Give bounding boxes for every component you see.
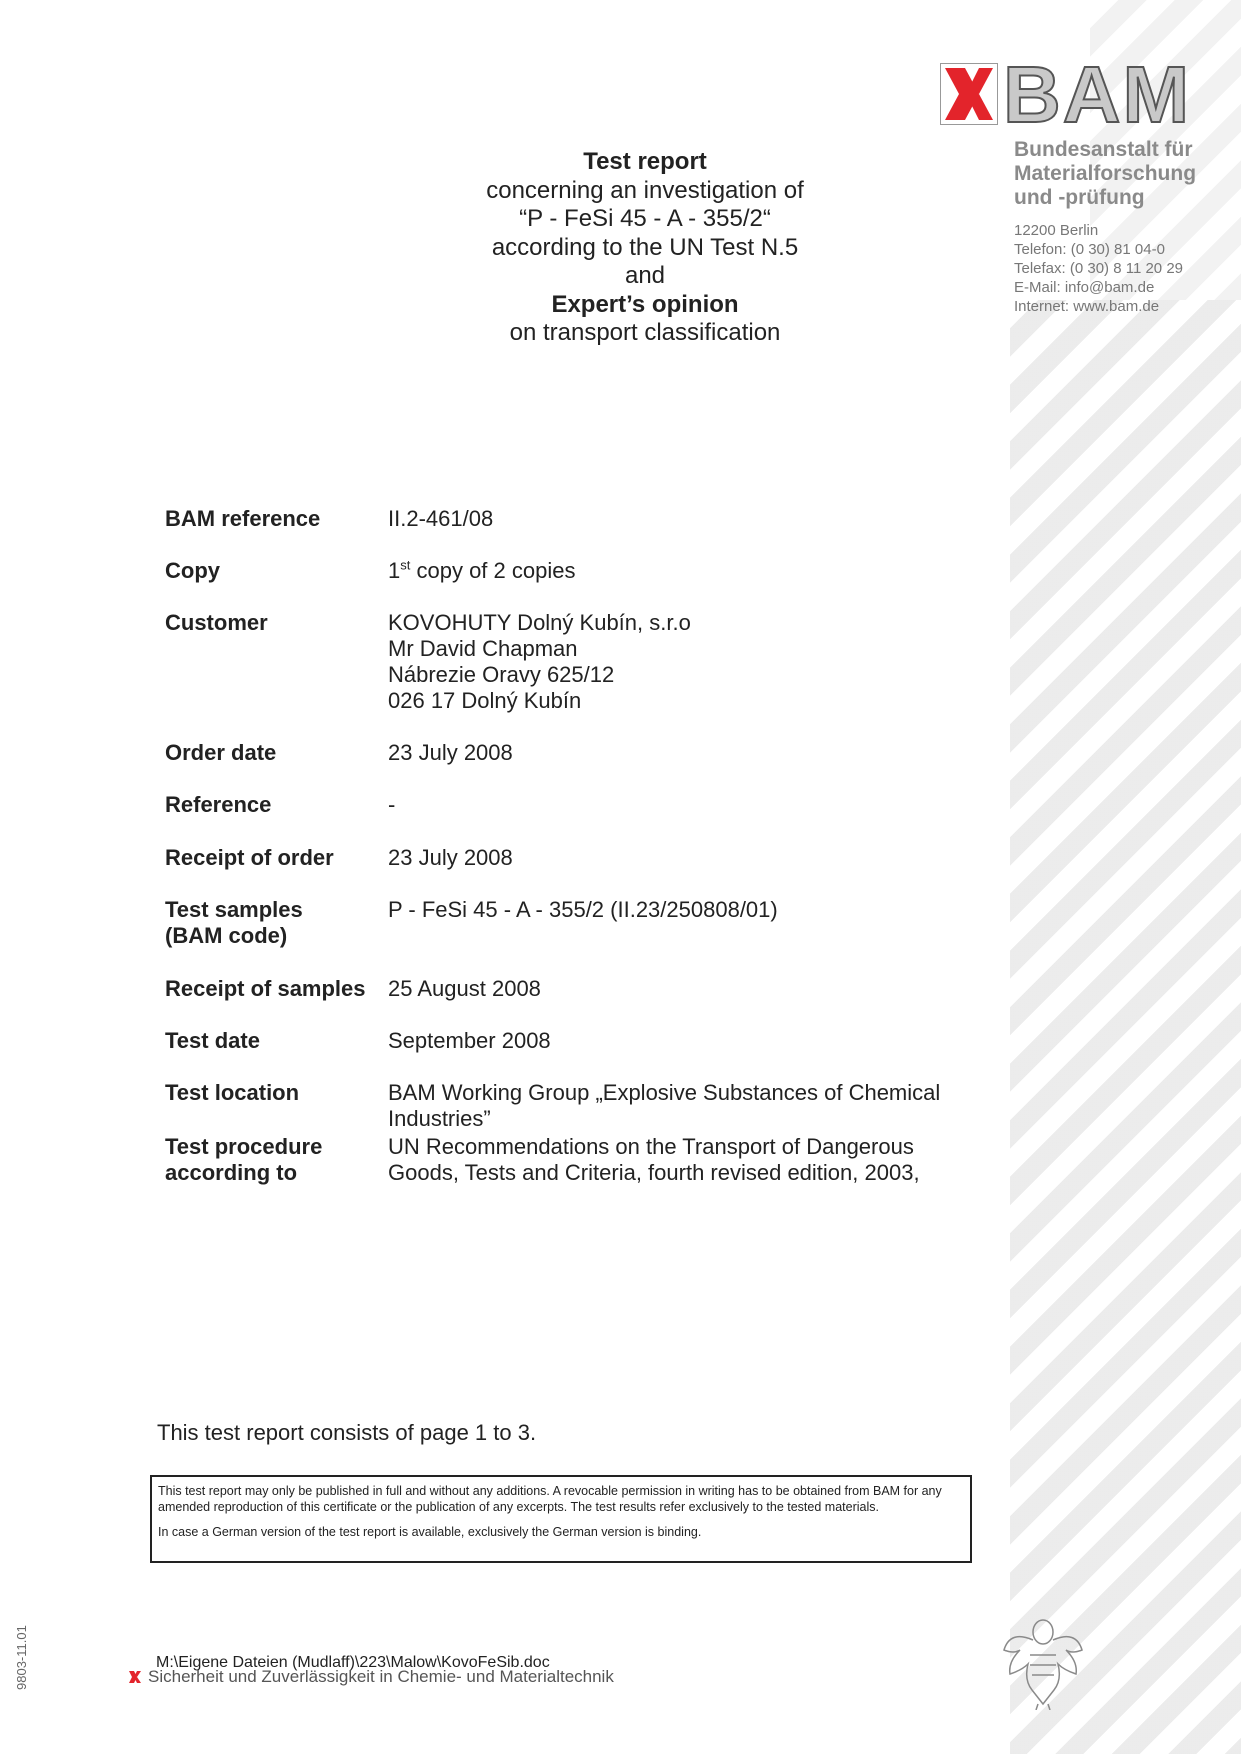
- test-procedure-line-1: UN Recommendations on the Transport of Dangerous: [388, 1134, 914, 1159]
- bam-logo-mark-icon: [940, 63, 998, 125]
- field-label: Test date: [165, 1028, 260, 1053]
- page-count-note: This test report consists of page 1 to 3.: [157, 1420, 537, 1445]
- contact-email: E-Mail: info@bam.de: [1014, 279, 1155, 296]
- disclaimer-box: [150, 1475, 972, 1563]
- field-value: P - FeSi 45 - A - 355/2 (II.23/250808/01): [388, 897, 778, 922]
- field-value: [388, 610, 1008, 714]
- field-value: -: [388, 792, 396, 817]
- field-value: [388, 558, 1008, 584]
- field-label: [165, 897, 390, 949]
- bam-logo-text: BAM: [1003, 50, 1192, 139]
- test-procedure-label-1: Test procedure: [165, 1134, 323, 1159]
- test-samples-label-2: (BAM code): [165, 923, 288, 948]
- bam-small-logo-icon: [128, 1670, 142, 1684]
- institution-line-1: Bundesanstalt für: [1014, 138, 1193, 161]
- field-value: II.2-461/08: [388, 506, 494, 531]
- file-path: M:\Eigene Dateien (Mudlaff)\223\Malow\KovoFeSib.doc: [156, 1654, 550, 1671]
- footer-motto: Sicherheit und Zuverlässigkeit in Chemie- und Materialtechnik: [148, 1667, 614, 1686]
- title-line-6: Expert’s opinion: [551, 290, 739, 318]
- test-location-line-2: Industries”: [388, 1106, 491, 1131]
- copy-number: 1: [388, 558, 401, 583]
- field-label: Copy: [165, 558, 220, 583]
- federal-eagle-icon: [1000, 1610, 1086, 1710]
- field-label: BAM reference: [165, 506, 321, 531]
- field-value: September 2008: [388, 1028, 551, 1053]
- institution-line-2: Materialforschung: [1014, 162, 1197, 185]
- customer-line-1: KOVOHUTY Dolný Kubín, s.r.o: [388, 610, 691, 635]
- institution-name: [1014, 138, 1234, 210]
- copy-text: copy of 2 copies: [410, 558, 576, 583]
- customer-line-3: Nábrezie Oravy 625/12: [388, 662, 615, 687]
- contact-phone: Telefon: (0 30) 81 04-0: [1014, 241, 1165, 258]
- field-label: Receipt of samples: [165, 976, 366, 1001]
- title-line-7: on transport classification: [509, 319, 781, 346]
- field-value: 25 August 2008: [388, 976, 541, 1001]
- field-value: [388, 1134, 1008, 1186]
- stripe-band: [1010, 300, 1241, 1754]
- test-location-line-1: BAM Working Group „Explosive Substances of Chemical: [388, 1080, 941, 1105]
- copy-ordinal: st: [400, 557, 411, 573]
- field-label: [165, 1134, 390, 1186]
- title-line-1: Test report: [583, 148, 707, 175]
- contact-block: [1014, 221, 1234, 316]
- test-procedure-label-2: according to: [165, 1160, 298, 1185]
- title-line-4: according to the UN Test N.5: [491, 233, 799, 261]
- disclaimer-text-2: In case a German version of the test report is available, exclusively the German version is binding.: [158, 1525, 702, 1539]
- field-label: Receipt of order: [165, 845, 334, 870]
- field-value: 23 July 2008: [388, 845, 513, 870]
- field-label: Order date: [165, 740, 277, 765]
- test-samples-label-1: Test samples: [165, 897, 303, 922]
- institution-line-3: und -prüfung: [1014, 186, 1145, 209]
- contact-web: Internet: www.bam.de: [1014, 298, 1160, 315]
- title-line-5: and: [624, 262, 666, 289]
- title-line-3: “P - FeSi 45 - A - 355/2“: [519, 205, 771, 232]
- field-value: 23 July 2008: [388, 740, 513, 765]
- customer-line-2: Mr David Chapman: [388, 636, 578, 661]
- disclaimer-text-1: This test report may only be published in full and without any additions. A revocable permission in writing has to be obtained from BAM for any amended reproduction of this certificate or the publication of any excerpts. The test results refer exclusively to the tested materials.: [158, 1484, 942, 1514]
- form-code: 9803-11.01: [14, 1625, 29, 1690]
- field-label: Customer: [165, 610, 268, 635]
- contact-fax: Telefax: (0 30) 8 11 20 29: [1014, 260, 1183, 277]
- field-label: Test location: [165, 1080, 300, 1105]
- field-label: Reference: [165, 792, 272, 817]
- title-line-2: concerning an investigation of: [486, 176, 804, 204]
- test-procedure-line-2: Goods, Tests and Criteria, fourth revised edition, 2003,: [388, 1160, 920, 1185]
- customer-line-4: 026 17 Dolný Kubín: [388, 688, 582, 713]
- report-title: [440, 148, 850, 348]
- contact-address: 12200 Berlin: [1014, 222, 1099, 239]
- field-value: [388, 1080, 1008, 1132]
